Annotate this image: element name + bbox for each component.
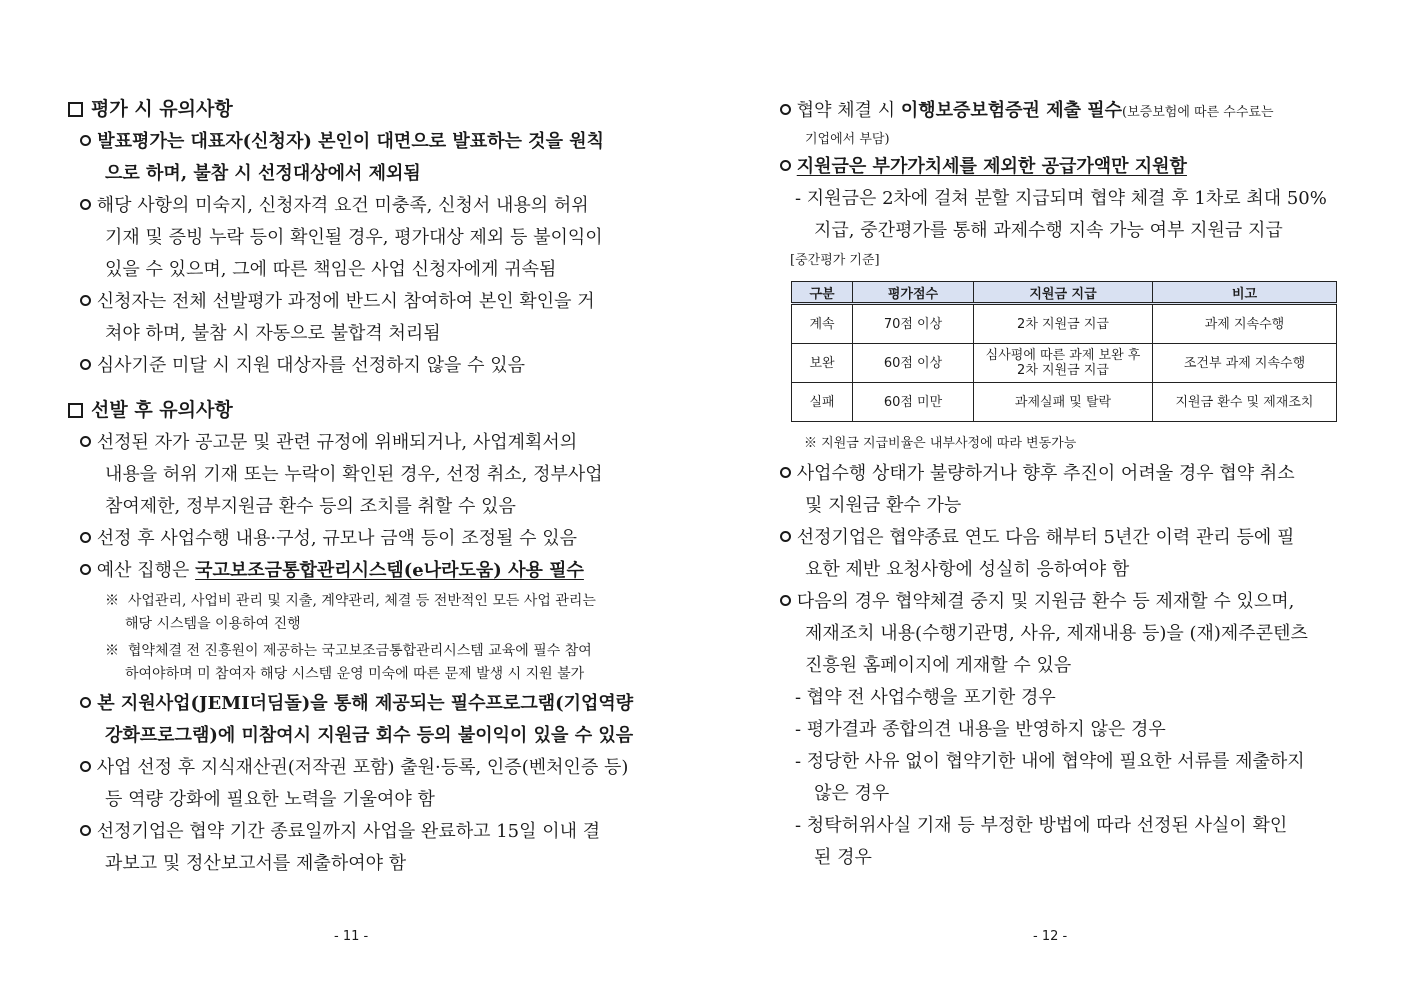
table-note: ※ 지원금 지급비율은 내부사정에 따라 변동가능 xyxy=(804,436,1077,451)
circle-bullet-icon xyxy=(780,160,791,171)
circle-bullet-icon xyxy=(780,467,791,478)
emphasis-text: 이행보증보험증권 제출 필수 xyxy=(900,100,1123,121)
dash-line: - 협약 전 사업수행을 포기한 경우 xyxy=(795,687,1056,708)
bullet-line: 본 지원사업(JEMI더딤돌)을 통해 제공되는 필수프로그램(기업역량 xyxy=(80,692,633,716)
emphasis-text: 지원금은 부가가치세를 제외한 공급가액만 지원함 xyxy=(796,156,1187,177)
table-cell: 계속 xyxy=(792,304,853,344)
bullet-line: 선정 후 사업수행 내용·구성, 규모나 금액 등이 조정될 수 있음 xyxy=(80,527,577,551)
circle-bullet-icon xyxy=(780,595,791,606)
note-line-cont: 하여야하며 미 참여자 해당 시스템 운영 미숙에 따른 문제 발생 시 지원 불가 xyxy=(125,666,585,682)
bullet-line-cont: 쳐야 하며, 불참 시 자동으로 불합격 처리됨 xyxy=(105,323,441,344)
bullet-line-cont: 내용을 허위 기재 또는 누락이 확인된 경우, 선정 취소, 정부사업 xyxy=(105,464,603,485)
bullet-line: 사업 선정 후 지식재산권(저작권 포함) 출원·등록, 인증(벤처인증 등) xyxy=(80,756,628,780)
table-header-cell: 평가점수 xyxy=(853,282,974,304)
table-header-cell: 비고 xyxy=(1153,282,1337,304)
table-cell: 지원금 환수 및 제재조치 xyxy=(1153,383,1337,422)
bullet-line xyxy=(780,155,1187,179)
circle-bullet-icon xyxy=(80,564,91,575)
bullet-line-cont: 등 역량 강화에 필요한 노력을 기울여야 함 xyxy=(105,789,435,810)
dash-line: - 평가결과 종합의견 내용을 반영하지 않은 경우 xyxy=(795,719,1166,740)
table-cell: 2차 지원금 지급 xyxy=(974,304,1153,344)
bullet-line: 해당 사항의 미숙지, 신청자격 요건 미충족, 신청서 내용의 허위 xyxy=(80,194,589,218)
note-line: ※ 협약체결 전 진흥원이 제공하는 국고보조금통합관리시스템 교육에 필수 참여 xyxy=(105,643,592,659)
dash-line-cont: 된 경우 xyxy=(814,847,872,868)
left-page xyxy=(0,0,700,992)
circle-bullet-icon xyxy=(780,104,791,115)
table-row xyxy=(792,344,1337,383)
note-line-cont: 해당 시스템을 이용하여 진행 xyxy=(125,616,301,632)
circle-bullet-icon xyxy=(80,532,91,543)
bullet-line-cont: 기재 및 증빙 누락 등이 확인될 경우, 평가대상 제외 등 불이익이 xyxy=(105,227,603,248)
circle-bullet-icon xyxy=(80,825,91,836)
bullet-line: 심사기준 미달 시 지원 대상자를 선정하지 않을 수 있음 xyxy=(80,354,525,378)
bullet-line-cont: 과보고 및 정산보고서를 제출하여야 함 xyxy=(105,853,407,874)
bullet-line-cont: 있을 수 있으며, 그에 따른 책임은 사업 신청자에게 귀속됨 xyxy=(105,259,557,280)
note-line: ※ 사업관리, 사업비 관리 및 지출, 계약관리, 체결 등 전반적인 모든 사업 관리는 xyxy=(105,593,596,609)
bullet-line-cont: 강화프로그램)에 미참여시 지원금 회수 등의 불이익이 있을 수 있음 xyxy=(105,725,634,746)
table-cell: 과제실패 및 탈락 xyxy=(974,383,1153,422)
dash-line: - 지원금은 2차에 걸쳐 분할 지급되며 협약 체결 후 1차로 최대 50% xyxy=(795,188,1327,209)
checkbox-square-icon xyxy=(68,102,83,117)
circle-bullet-icon xyxy=(780,531,791,542)
bullet-line-cont: 참여제한, 정부지원금 환수 등의 조치를 취할 수 있음 xyxy=(105,496,516,517)
table-cell: 보완 xyxy=(792,344,853,383)
bullet-line: 신청자는 전체 선발평가 과정에 반드시 참여하여 본인 확인을 거 xyxy=(80,290,595,314)
circle-bullet-icon xyxy=(80,199,91,210)
page-number: - 12 - xyxy=(1033,929,1068,944)
table-cell: 과제 지속수행 xyxy=(1153,304,1337,344)
checkbox-square-icon xyxy=(68,403,83,418)
section-title-evaluation: 평가 시 유의사항 xyxy=(68,97,233,121)
table-row xyxy=(792,304,1337,344)
bullet-line: 선정기업은 협약종료 연도 다음 해부터 5년간 이력 관리 등에 필 xyxy=(780,526,1294,550)
circle-bullet-icon xyxy=(80,359,91,370)
bullet-line-cont: 으로 하며, 불참 시 선정대상에서 제외됨 xyxy=(105,163,421,184)
dash-line: - 청탁허위사실 기재 등 부정한 방법에 따라 선정된 사실이 확인 xyxy=(795,815,1288,836)
evaluation-criteria-table xyxy=(791,281,1337,422)
bullet-line: 협약 체결 시 이행보증보험증권 제출 필수(보증보험에 따른 수수료는 xyxy=(780,99,1274,123)
table-cell: 60점 이상 xyxy=(853,344,974,383)
circle-bullet-icon xyxy=(80,135,91,146)
table-header-cell: 구분 xyxy=(792,282,853,304)
circle-bullet-icon xyxy=(80,761,91,772)
table-cell: 심사평에 따른 과제 보완 후 2차 지원금 지급 xyxy=(974,344,1153,383)
bullet-line: 다음의 경우 협약체결 중지 및 지원금 환수 등 제재할 수 있으며, xyxy=(780,590,1294,614)
bullet-line-cont: 진흥원 홈페이지에 게재할 수 있음 xyxy=(805,655,1072,676)
bullet-line: 발표평가는 대표자(신청자) 본인이 대면으로 발표하는 것을 원칙 xyxy=(80,130,604,154)
right-page xyxy=(700,0,1403,992)
bullet-line-cont: 요한 제반 요청사항에 성실히 응하여야 함 xyxy=(805,559,1130,580)
table-cell: 60점 미만 xyxy=(853,383,974,422)
circle-bullet-icon xyxy=(80,436,91,447)
bullet-line: 선정된 자가 공고문 및 관련 규정에 위배되거나, 사업계획서의 xyxy=(80,431,577,455)
dash-line: - 정당한 사유 없이 협약기한 내에 협약에 필요한 서류를 제출하지 xyxy=(795,751,1305,772)
table-row xyxy=(792,383,1337,422)
bullet-line-cont: 제재조치 내용(수행기관명, 사유, 제재내용 등)을 (재)제주콘텐츠 xyxy=(805,623,1308,644)
dash-line-cont: 지급, 중간평가를 통해 과제수행 지속 가능 여부 지원금 지급 xyxy=(814,220,1283,241)
bullet-line: 사업수행 상태가 불량하거나 향후 추진이 어려울 경우 협약 취소 xyxy=(780,462,1295,486)
table-caption: [중간평가 기준] xyxy=(790,253,880,268)
table-header-cell: 지원금 지급 xyxy=(974,282,1153,304)
circle-bullet-icon xyxy=(80,697,91,708)
emphasis-text: 국고보조금통합관리시스템(e나라도움) 사용 필수 xyxy=(195,560,584,581)
table-cell: 조건부 과제 지속수행 xyxy=(1153,344,1337,383)
bullet-line-cont: 및 지원금 환수 가능 xyxy=(805,495,962,516)
circle-bullet-icon xyxy=(80,295,91,306)
bullet-line: 예산 집행은 국고보조금통합관리시스템(e나라도움) 사용 필수 xyxy=(80,559,584,583)
table-header-row xyxy=(792,282,1337,304)
bullet-line: 선정기업은 협약 기간 종료일까지 사업을 완료하고 15일 이내 결 xyxy=(80,820,600,844)
page-number: - 11 - xyxy=(334,929,369,944)
table-cell: 실패 xyxy=(792,383,853,422)
table-cell: 70점 이상 xyxy=(853,304,974,344)
dash-line-cont: 않은 경우 xyxy=(814,783,890,804)
section-title-after-selection: 선발 후 유의사항 xyxy=(68,398,233,422)
bullet-line-cont: 기업에서 부담) xyxy=(805,132,890,147)
